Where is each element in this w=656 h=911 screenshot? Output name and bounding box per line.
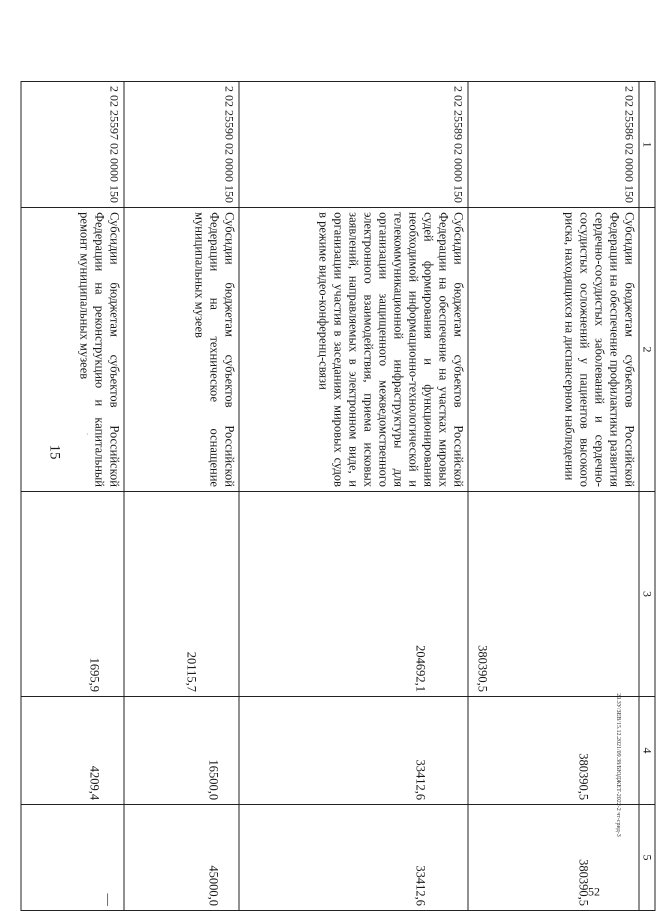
budget-table-wrapper bbox=[21, 81, 656, 911]
budget-table bbox=[21, 81, 656, 911]
value-col5: — bbox=[21, 805, 124, 911]
budget-description: Субсидии бюджетам субъектов Российской Федерации на реконструкцию и капитальный ремонт муниципальных музеев bbox=[21, 208, 124, 492]
document-stamp: 20.3У/ЗЕВ/15.12.2021/09.38/БЮДЖЕТ-2022-2 чт-срид-3 bbox=[615, 693, 621, 837]
value-col5: 45000,0 bbox=[124, 805, 239, 911]
budget-description: Субсидии бюджетам субъектов Российской Федерации на техническое оснащение муниципальных музеев bbox=[124, 208, 239, 492]
value-col4: 4209,4 bbox=[21, 696, 124, 804]
column-header: 1 bbox=[639, 82, 655, 208]
budget-description: Субсидии бюджетам субъектов Российской Федерации на обеспечение профилактики развития сердечно-сосудистых заболеваний и сердечно-сосудистых осложнений у пациентов высокого риска, находящихся на диспансерном наблюдении bbox=[468, 208, 639, 492]
table-row bbox=[239, 82, 468, 911]
value-col4: 33412,6 bbox=[239, 696, 468, 804]
column-header: 2 bbox=[639, 208, 655, 492]
budget-code: 2 02 25590 02 0000 150 bbox=[124, 82, 239, 208]
value-col4: 16500,0 bbox=[124, 696, 239, 804]
budget-code: 2 02 25597 02 0000 150 bbox=[21, 82, 124, 208]
budget-code: 2 02 25589 02 0000 150 bbox=[239, 82, 468, 208]
table-row bbox=[21, 82, 124, 911]
value-col3: 1695,9 bbox=[21, 491, 124, 696]
value-col3: 204692,1 bbox=[239, 491, 468, 696]
column-header: 3 bbox=[639, 491, 655, 696]
header-row bbox=[639, 82, 655, 911]
value-col5: 380390,5 bbox=[468, 805, 639, 911]
table-row bbox=[124, 82, 239, 911]
page-number: 15 bbox=[46, 444, 63, 460]
budget-description: Субсидии бюджетам субъектов Российской Федерации на обеспечение на участках мировых судей формирования и функционирования необходимой информационно-технологической и телекоммуникационной инфраструктуры для организации защищенного межведомственного электронного взаимодействия, приема исковых заявлений, направляемых в электронном виде, и организации участия в заседаниях мировых судов в режиме видео-конференц-связи bbox=[239, 208, 468, 492]
column-header: 4 bbox=[639, 696, 655, 804]
value-col3: 380390,5 bbox=[468, 491, 639, 696]
value-col5: 33412,6 bbox=[239, 805, 468, 911]
table-row bbox=[468, 82, 639, 911]
budget-code: 2 02 25586 02 0000 150 bbox=[468, 82, 639, 208]
value-col4: 380390,5 bbox=[468, 696, 639, 804]
scan-mark: · bbox=[86, 430, 89, 439]
value-col3: 20115,7 bbox=[124, 491, 239, 696]
sheet-number: 52 bbox=[588, 884, 600, 899]
column-header: 5 bbox=[639, 805, 655, 911]
